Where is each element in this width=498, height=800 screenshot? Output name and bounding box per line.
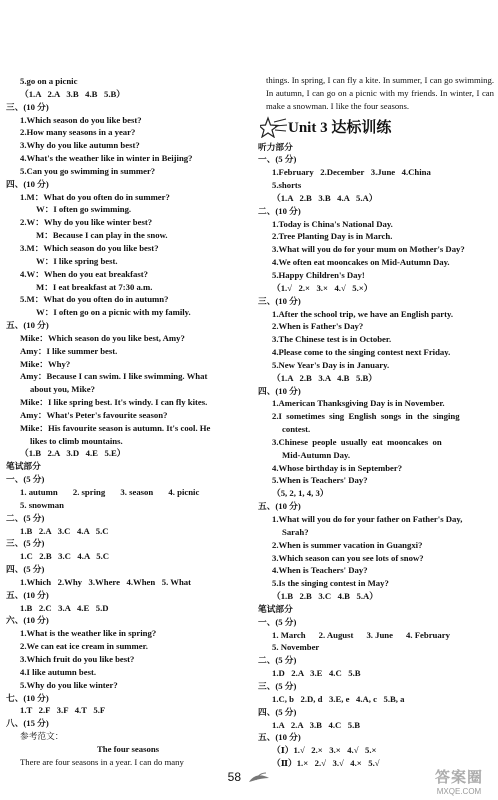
right-answer-line: 三、(5 分) [258, 680, 297, 691]
left-answer-line: 3.Why do you like autumn best? [20, 140, 140, 151]
left-answer-line: W：I often go swimming. [36, 204, 132, 215]
right-answer-line: 1.American Thanksgiving Day is in November. [272, 398, 445, 409]
right-answer-line: 2.When is summer vacation in Guangxi? [272, 539, 423, 550]
right-answer-line: 5.Is the singing contest in May? [272, 578, 389, 589]
left-answer-line: （1.A 2.A 3.B 4.B 5.B） [20, 88, 125, 99]
left-answer-line: 笔试部分 [6, 461, 41, 472]
right-answer-line: 一、(5 分) [258, 154, 297, 165]
left-answer-line: 1.B 2.A 3.C 4.A 5.C [20, 525, 109, 536]
right-answer-line: 3.Chinese people usually eat mooncakes on [272, 436, 442, 447]
left-answer-line: 三、(10 分) [6, 101, 49, 112]
right-answer-line: （1.A 2.B 3.A 4.B 5.B） [272, 372, 377, 383]
right-answer-line: （Ⅰ）1.√ 2.× 3.× 4.√ 5.× [272, 745, 377, 756]
right-answer-line: 2.I sometimes sing English songs in the singing [272, 411, 460, 422]
essay-continuation: things. In spring, I can fly a kite. In summer, I can go swimming. In autumn, I can go on a picnic with my friends. In winter, I can make a snowman. I like the four seasons. [266, 75, 494, 111]
right-answer-line: 4.We often eat mooncakes on Mid-Autumn Day. [272, 257, 450, 268]
left-answer-line: 1.What is the weather like in spring? [20, 628, 157, 639]
right-answer-line: 1.C, b 2.D, d 3.E, e 4.A, c 5.B, a [272, 693, 405, 704]
right-answer-line: 四、(5 分) [258, 706, 297, 717]
right-answer-line: 1.Today is China's National Day. [272, 218, 393, 229]
left-answer-line: 4.What's the weather like in winter in Beijing? [20, 153, 193, 164]
left-answer-line: 参考范文： [20, 731, 64, 742]
left-answer-line: 五、(10 分) [6, 320, 49, 331]
left-answer-line: 2.How many seasons in a year? [20, 127, 136, 138]
right-answer-line: Mid-Autumn Day. [282, 449, 351, 460]
left-answer-line: 1. autumn 2. spring 3. season 4. picnic [20, 487, 200, 497]
left-answer-line: 三、(5 分) [6, 538, 45, 549]
left-answer-line: Mike：Why? [20, 358, 71, 369]
watermark [424, 766, 494, 796]
right-answer-line: 4.Please come to the singing contest next Friday. [272, 347, 451, 358]
left-answer-line: 四、(10 分) [6, 178, 49, 189]
right-answer-line: 4.When is Teachers' Day? [272, 565, 368, 576]
right-answer-line: Sarah? [282, 526, 309, 537]
right-answer-line: 3.Which season can you see lots of snow? [272, 552, 424, 563]
right-answer-line: 二、(5 分) [258, 655, 297, 666]
left-answer-line: 3.Which fruit do you like best? [20, 653, 135, 664]
right-answer-line: 一、(5 分) [258, 616, 297, 627]
left-answer-line: 5.go on a picnic [20, 76, 78, 86]
left-answer-line: about you, Mike? [30, 384, 95, 395]
right-answer-line: 二、(10 分) [258, 205, 301, 216]
right-answer-line: 5.shorts [272, 180, 302, 191]
left-answer-line: 4.I like autumn best. [20, 666, 97, 677]
right-answer-line: （Ⅱ）1.× 2.√ 3.√ 4.× 5.√ [272, 758, 380, 769]
right-answer-line: 1.After the school trip, we have an English party. [272, 308, 454, 319]
right-answer-line: 2.Tree Planting Day is in March. [272, 231, 393, 242]
left-answer-line: 六、(10 分) [6, 615, 49, 626]
left-answer-line: 五、(10 分) [6, 589, 49, 600]
left-answer-line: 一、(5 分) [6, 474, 45, 485]
left-answer-line: 1.Which season do you like best? [20, 114, 142, 125]
left-answer-line: 二、(5 分) [6, 512, 45, 523]
left-answer-line: 四、(5 分) [6, 564, 45, 575]
right-answer-line: 五、(10 分) [258, 501, 301, 512]
right-answer-line: 5.New Year's Day is in January. [272, 359, 390, 370]
left-answer-line: 5.Why do you like winter? [20, 679, 118, 690]
left-answer-line: M：Because I can play in the snow. [36, 230, 168, 241]
left-answer-line: 1.T 2.F 3.F 4.T 5.F [20, 705, 106, 716]
watermark-logo-text: 答案圈 [434, 769, 483, 786]
left-answer-line: 5. snowman [20, 499, 64, 510]
left-answer-line: Amy：I like summer best. [20, 345, 118, 356]
right-answer-line: 听力部分 [258, 141, 293, 152]
left-answer-line: Amy：Because I can swim. I like swimming. What [20, 371, 208, 382]
right-column [258, 74, 494, 770]
left-column [6, 75, 250, 769]
right-answer-line: 1.D 2.A 3.E 4.C 5.B [272, 668, 361, 679]
left-answer-line: 1.C 2.B 3.C 4.A 5.C [20, 551, 110, 562]
left-answer-line: 1.M：What do you often do in summer? [20, 191, 170, 202]
left-answer-line: Amy：What's Peter's favourite season? [20, 409, 168, 420]
right-answer-line: （5, 2, 1, 4, 3） [272, 488, 329, 499]
right-answer-line: contest. [282, 424, 311, 435]
left-answer-line: likes to climb mountains. [30, 435, 123, 446]
page-number: 58 [227, 770, 241, 784]
left-answer-line: 七、(10 分) [6, 692, 49, 703]
left-answer-line: 2.We can eat ice cream in summer. [20, 641, 148, 652]
right-answer-line: 五、(10 分) [258, 732, 301, 743]
right-answer-line: 4.Whose birthday is in September? [272, 462, 403, 473]
right-answer-line: 1.February 2.December 3.June 4.China [272, 167, 431, 178]
right-answer-line: 5.Happy Children's Day! [272, 269, 365, 280]
right-answer-line: 5. November [272, 642, 320, 653]
unit-title-text: Unit 3 达标训练 [288, 119, 392, 136]
right-answer-line: 2.When is Father's Day? [272, 321, 364, 332]
right-answer-line: 笔试部分 [258, 603, 293, 614]
left-answer-line: （1.B 2.A 3.D 4.E 5.E） [20, 448, 126, 459]
left-answer-line: 1.B 2.C 3.A 4.E 5.D [20, 602, 109, 613]
left-answer-line: 2.W：Why do you like winter best? [20, 217, 153, 228]
right-answer-line: 1.A 2.A 3.B 4.C 5.B [272, 719, 361, 730]
left-answer-line: Mike：His favourite season is autumn. It's cool. He [20, 422, 211, 433]
left-answer-line: W：I often go on a picnic with my family. [36, 307, 191, 318]
watermark-url: MXQE.COM [436, 787, 482, 796]
right-answer-line: （1.√ 2.× 3.× 4.√ 5.×） [272, 282, 373, 293]
star-ornament-icon [260, 116, 288, 138]
right-answer-line: （1.B 2.B 3.C 4.B 5.A） [272, 591, 378, 602]
left-answer-line: 3.M：Which season do you like best? [20, 242, 159, 253]
right-answer-line: 3.The Chinese test is in October. [272, 334, 392, 345]
right-answer-line: 1.What will you do for your father on Father's Day, [272, 514, 463, 524]
left-answer-line: W：I like spring best. [36, 255, 118, 266]
left-answer-line: 4.W：When do you eat breakfast? [20, 268, 148, 279]
leaf-ornament-icon [248, 772, 270, 784]
right-answer-line: 3.What will you do for your mum on Mother's Day? [272, 244, 465, 255]
left-answer-line: 八、(15 分) [6, 718, 49, 729]
right-answer-line: 三、(10 分) [258, 295, 301, 306]
unit-title [288, 119, 494, 137]
left-answer-line: The four seasons [96, 743, 160, 754]
left-answer-line: Mike：Which season do you like best, Amy? [20, 332, 185, 343]
right-answer-line: （1.A 2.B 3.B 4.A 5.A） [272, 192, 378, 203]
left-answer-line: 5.Can you go swimming in summer? [20, 165, 156, 176]
right-answer-line: 5.When is Teachers' Day? [272, 475, 368, 486]
left-answer-line: Mike：I like spring best. It's windy. I can fly kites. [20, 397, 208, 408]
left-answer-line: M：I eat breakfast at 7:30 a.m. [36, 281, 153, 292]
left-answer-line: 1.Which 2.Why 3.Where 4.When 5. What [20, 576, 192, 587]
left-answer-line: 5.M：What do you often do in autumn? [20, 294, 169, 305]
left-answer-lines [6, 75, 250, 756]
right-answer-lines [258, 141, 494, 770]
right-answer-line: 四、(10 分) [258, 385, 301, 396]
essay-first-line: There are four seasons in a year. I can do many [20, 756, 184, 767]
right-answer-line: 1. March 2. August 3. June 4. February [272, 629, 450, 640]
